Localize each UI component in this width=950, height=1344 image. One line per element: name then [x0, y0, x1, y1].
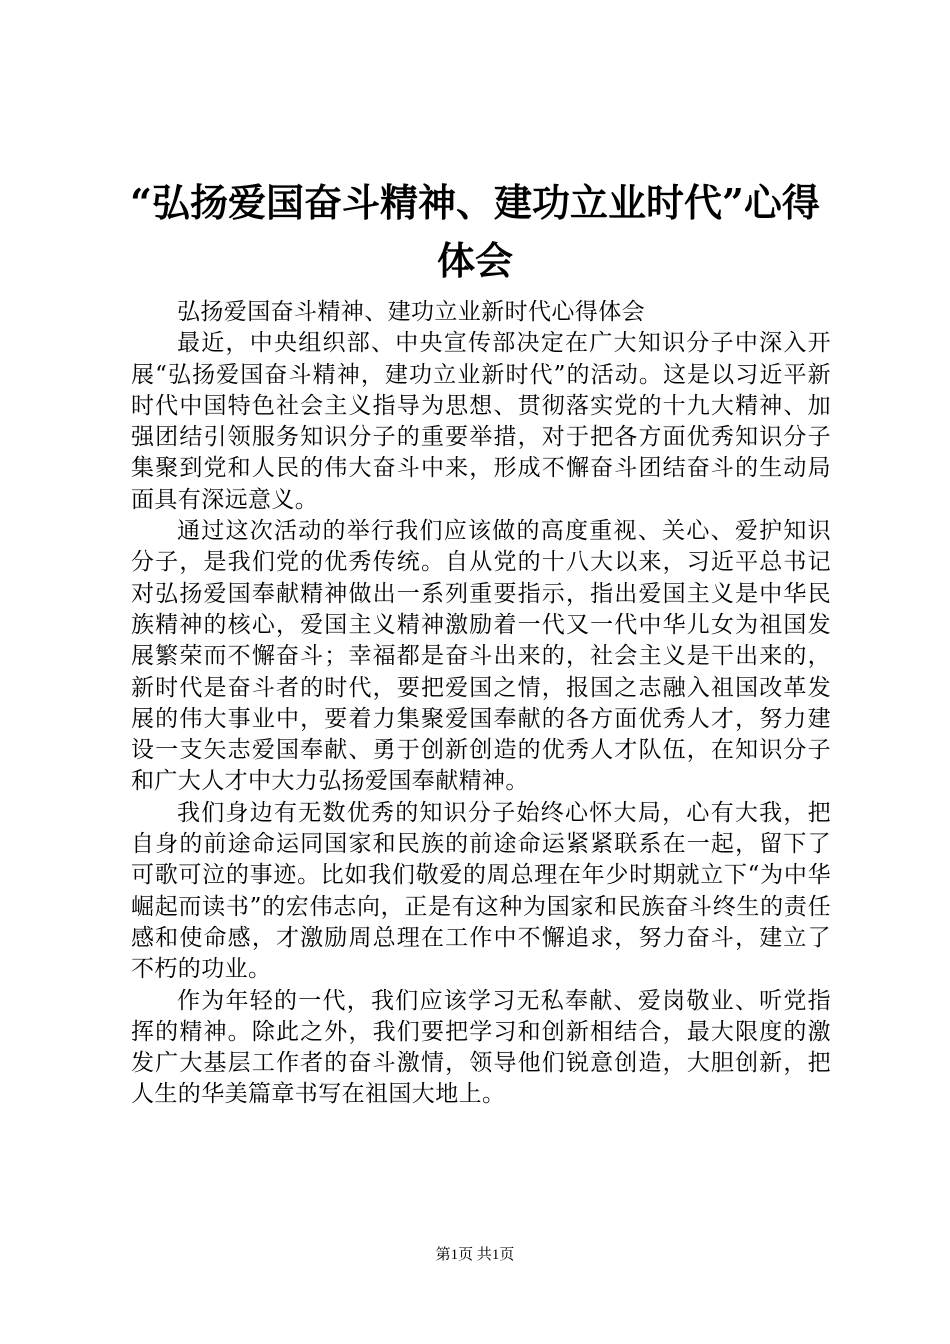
paragraph: 最近，中央组织部、中央宣传部决定在广大知识分子中深入开展“弘扬爱国奋斗精神，建功立业新时代”的活动。这是以习近平新时代中国特色社会主义指导为思想、贯彻落实党的十九大精神、加强团结引领服务知识分子的重要举措，对于把各方面优秀知识分子集聚到党和人民的伟大奋斗中来，形成不懈奋斗团结奋斗的生动局面具有深远意义。 [131, 330, 831, 513]
paragraph-subtitle: 弘扬爱国奋斗精神、建功立业新时代心得体会 [177, 299, 645, 325]
paragraph: 作为年轻的一代，我们应该学习无私奉献、爱岗敬业、听党指挥的精神。除此之外，我们要把学习和创新相结合，最大限度的激发广大基层工作者的奋斗激情，领导他们锐意创造，大胆创新，把人生的华美篇章书写在祖国大地上。 [131, 987, 831, 1108]
document-title: “弘扬爱国奋斗精神、建功立业时代”心得体会 [130, 180, 820, 283]
document-body [131, 297, 831, 1111]
paragraph: 我们身边有无数优秀的知识分子始终心怀大局，心有大我，把自身的前途命运同国家和民族的前途命运紧紧联系在一起，留下了可歌可泣的事迹。比如我们敬爱的周总理在年少时期就立下“为中华崛起而读书”的宏伟志向，正是有这种为国家和民族奋斗终生的责任感和使命感，才激励周总理在工作中不懈追求，努力奋斗，建立了不朽的功业。 [131, 799, 831, 983]
page-footer: 第1页 共1页 [435, 1247, 515, 1263]
paragraph: 通过这次活动的举行我们应该做的高度重视、关心、爱护知识分子，是我们党的优秀传统。自从党的十八大以来，习近平总书记对弘扬爱国奉献精神做出一系列重要指示，指出爱国主义是中华民族精神的核心，爱国主义精神激励着一代又一代中华儿女为祖国发展繁荣而不懈奋斗；幸福都是奋斗出来的，社会主义是干出来的，新时代是奋斗者的时代，要把爱国之情，报国之志融入祖国改革发展的伟大事业中，要着力集聚爱国奉献的各方面优秀人才，努力建设一支矢志爱国奉献、勇于创新创造的优秀人才队伍，在知识分子和广大人才中大力弘扬爱国奉献精神。 [131, 518, 831, 795]
